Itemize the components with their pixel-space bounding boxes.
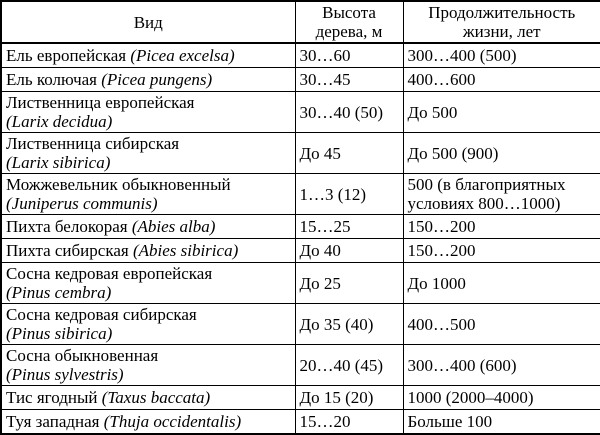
species-cell bbox=[1, 215, 295, 239]
species-name-latin: (Larix decidua) bbox=[6, 112, 113, 131]
height-cell: 30…40 (50) bbox=[295, 92, 403, 133]
table-row bbox=[1, 263, 600, 304]
species-name-latin: (Picea excelsa) bbox=[130, 46, 235, 65]
table-row bbox=[1, 133, 600, 174]
species-cell bbox=[1, 304, 295, 345]
table-row bbox=[1, 68, 600, 92]
lifespan-cell: 300…400 (500) bbox=[403, 43, 600, 68]
species-cell bbox=[1, 68, 295, 92]
species-name-latin: (Abies alba) bbox=[131, 217, 216, 236]
lifespan-cell: До 1000 bbox=[403, 263, 600, 304]
table-row bbox=[1, 410, 600, 435]
header-row bbox=[1, 1, 600, 43]
lifespan-cell: До 500 (900) bbox=[403, 133, 600, 174]
header-height: Высота дерева, м bbox=[295, 1, 403, 43]
species-name-ru: Ель колючая bbox=[6, 70, 97, 89]
species-cell bbox=[1, 43, 295, 68]
lifespan-cell: 500 (в благоприятных условиях 800…1000) bbox=[403, 174, 600, 215]
table-row bbox=[1, 386, 600, 410]
species-name-ru: Сосна кедровая сибирская bbox=[6, 305, 197, 324]
species-cell bbox=[1, 92, 295, 133]
table-row bbox=[1, 174, 600, 215]
table-row bbox=[1, 215, 600, 239]
height-cell: 20…40 (45) bbox=[295, 345, 403, 386]
height-cell: До 15 (20) bbox=[295, 386, 403, 410]
lifespan-cell: До 500 bbox=[403, 92, 600, 133]
table-row bbox=[1, 304, 600, 345]
species-name-latin: (Pinus sibirica) bbox=[6, 324, 113, 343]
header-species: Вид bbox=[1, 1, 295, 43]
species-name-latin: (Picea pungens) bbox=[101, 70, 213, 89]
table-row bbox=[1, 43, 600, 68]
species-cell bbox=[1, 174, 295, 215]
species-name-latin: (Pinus sylvestris) bbox=[6, 365, 124, 384]
species-cell bbox=[1, 345, 295, 386]
height-cell: 30…60 bbox=[295, 43, 403, 68]
height-cell: До 25 bbox=[295, 263, 403, 304]
species-cell bbox=[1, 386, 295, 410]
species-name-ru: Ель европейская bbox=[6, 46, 127, 65]
lifespan-cell: 400…500 bbox=[403, 304, 600, 345]
lifespan-cell: Больше 100 bbox=[403, 410, 600, 435]
header-lifespan: Продолжительность жизни, лет bbox=[403, 1, 600, 43]
species-name-latin: (Abies sibirica) bbox=[132, 241, 239, 260]
lifespan-cell: 300…400 (600) bbox=[403, 345, 600, 386]
species-name-latin: (Thuja occidentalis) bbox=[103, 412, 242, 431]
species-name-latin: (Taxus baccata) bbox=[101, 388, 211, 407]
species-name-ru: Пихта белокорая bbox=[6, 217, 128, 236]
table-row bbox=[1, 239, 600, 263]
species-name-ru: Пихта сибирская bbox=[6, 241, 129, 260]
height-cell: До 40 bbox=[295, 239, 403, 263]
species-name-ru: Лиственница европейская bbox=[6, 93, 195, 112]
table-header bbox=[1, 1, 600, 43]
species-name-ru: Можжевельник обыкновенный bbox=[6, 175, 231, 194]
table-row bbox=[1, 92, 600, 133]
height-cell: До 35 (40) bbox=[295, 304, 403, 345]
species-name-latin: (Juniperus communis) bbox=[6, 194, 158, 213]
species-name-ru: Сосна обыкновенная bbox=[6, 346, 159, 365]
species-cell bbox=[1, 133, 295, 174]
height-cell: До 45 bbox=[295, 133, 403, 174]
species-cell bbox=[1, 263, 295, 304]
species-name-latin: (Pinus cembra) bbox=[6, 283, 112, 302]
species-cell bbox=[1, 239, 295, 263]
species-name-latin: (Larix sibirica) bbox=[6, 153, 111, 172]
height-cell: 15…25 bbox=[295, 215, 403, 239]
table-row bbox=[1, 345, 600, 386]
species-cell bbox=[1, 410, 295, 435]
table-body bbox=[1, 43, 600, 434]
lifespan-cell: 150…200 bbox=[403, 239, 600, 263]
species-name-ru: Лиственница сибирская bbox=[6, 134, 180, 153]
lifespan-cell: 400…600 bbox=[403, 68, 600, 92]
lifespan-cell: 150…200 bbox=[403, 215, 600, 239]
height-cell: 30…45 bbox=[295, 68, 403, 92]
height-cell: 1…3 (12) bbox=[295, 174, 403, 215]
species-name-ru: Туя западная bbox=[6, 412, 100, 431]
species-name-ru: Тис ягодный bbox=[6, 388, 98, 407]
lifespan-cell: 1000 (2000–4000) bbox=[403, 386, 600, 410]
species-name-ru: Сосна кедровая европейская bbox=[6, 264, 213, 283]
height-cell: 15…20 bbox=[295, 410, 403, 435]
